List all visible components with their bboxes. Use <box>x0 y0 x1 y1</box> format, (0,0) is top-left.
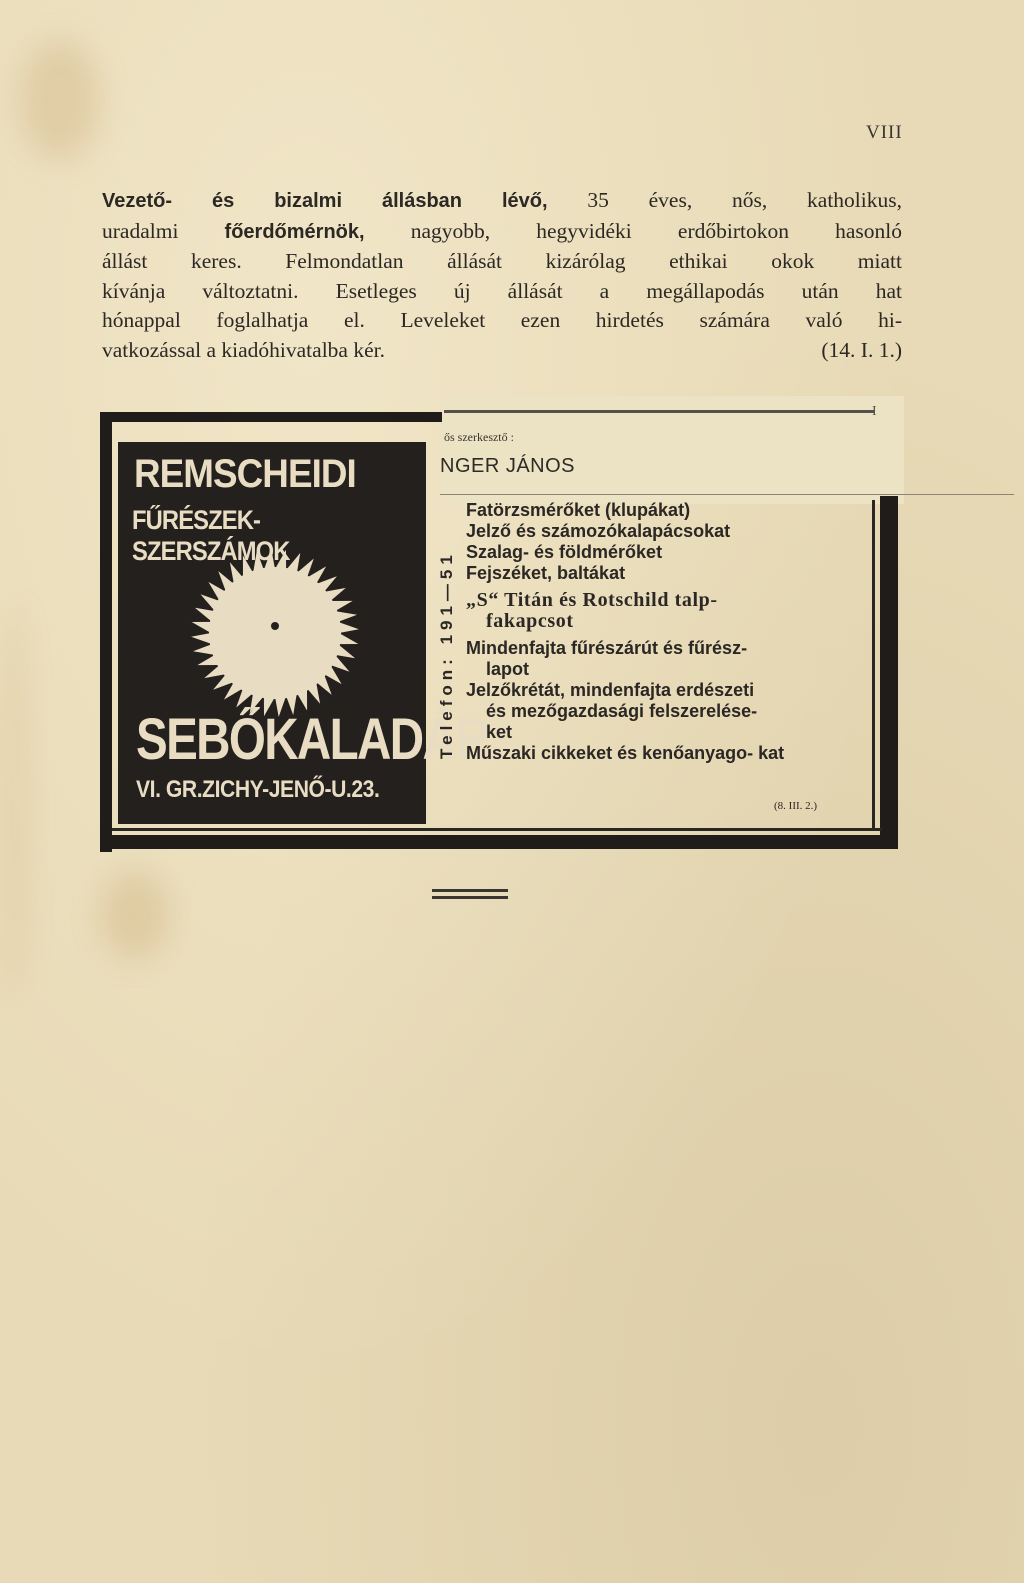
ad-reference: (8. III. 2.) <box>774 800 818 812</box>
ad-border-top <box>100 412 442 422</box>
phone-number: Telefon: 191—51 <box>437 550 456 760</box>
classified-line: vatkozással a kiadóhivatalba kér. (14. I. 1.) <box>102 336 902 366</box>
classified-line: kívánja változtatni. Esetleges új állását a megállapodás után hat <box>102 278 902 303</box>
merchant-name: SEBŐKALADÁR <box>136 707 488 772</box>
product-item: Jelzőkrétát, mindenfajta erdészeti és mezőgazdasági felszerelése- ket <box>466 680 758 742</box>
product-item: Műszaki cikkeket és kenőanyago- kat <box>466 743 785 763</box>
clipped-small-text: ős szerkesztő : <box>444 430 514 444</box>
ad-border-bottom <box>100 835 898 849</box>
classified-line: hónappal foglalhatja el. Leveleket ezen hirdetés számára való hi- <box>102 308 902 332</box>
product-item-special: „S“ Titán és Rotschild talp- fakapcsot <box>466 589 718 632</box>
product-list <box>466 500 870 764</box>
classified-line: uradalmi főerdőmérnök, nagyobb, hegyvidéki erdőbirtokon hasonló <box>102 218 902 243</box>
brand-subtitle: FŰRÉSZEK-SZERSZÁMOK <box>132 505 290 566</box>
page-number: VIII <box>866 122 903 143</box>
classified-ref: (14. I. 1.) <box>821 337 902 362</box>
ad-border-left <box>100 412 112 852</box>
brand-title: REMSCHEIDI <box>134 452 356 496</box>
saw-blade-svg <box>190 548 360 718</box>
paper-stain <box>100 870 170 960</box>
product-item: Jelző és számozókalapácsokat <box>466 521 731 541</box>
ad-inner-border-right <box>872 500 875 830</box>
paper-stain <box>0 600 30 1000</box>
ad-border-right <box>880 496 898 846</box>
product-item: Fatörzsmérőket (klupákat) <box>466 500 691 520</box>
circular-saw-icon <box>190 548 360 718</box>
classified-ad <box>102 186 902 365</box>
product-item: Szalag- és földmérőket <box>466 542 663 562</box>
product-item: Mindenfajta fűrészárút és fűrész- lapot <box>466 638 748 679</box>
clipped-name: NGER JÁNOS <box>440 455 576 477</box>
section-divider <box>432 889 508 899</box>
paper-stain <box>20 40 100 160</box>
classified-line: Vezető- és bizalmi állásban lévő, 35 éves, nős, katholikus, <box>102 188 902 212</box>
classified-line: állást keres. Felmondatlan állását kizárólag ethikai okok miatt <box>102 249 902 273</box>
merchant-address: VI. GR.ZICHY-JENŐ-U.23. <box>136 776 380 803</box>
clipped-cut-text: I <box>872 404 877 419</box>
product-item: Fejszéket, baltákat <box>466 563 626 583</box>
classified-job-title: főerdőmérnök, <box>224 220 365 243</box>
classified-lead: Vezető- és bizalmi állásban lévő, <box>102 190 548 212</box>
ad-inner-border-bottom <box>112 828 882 831</box>
